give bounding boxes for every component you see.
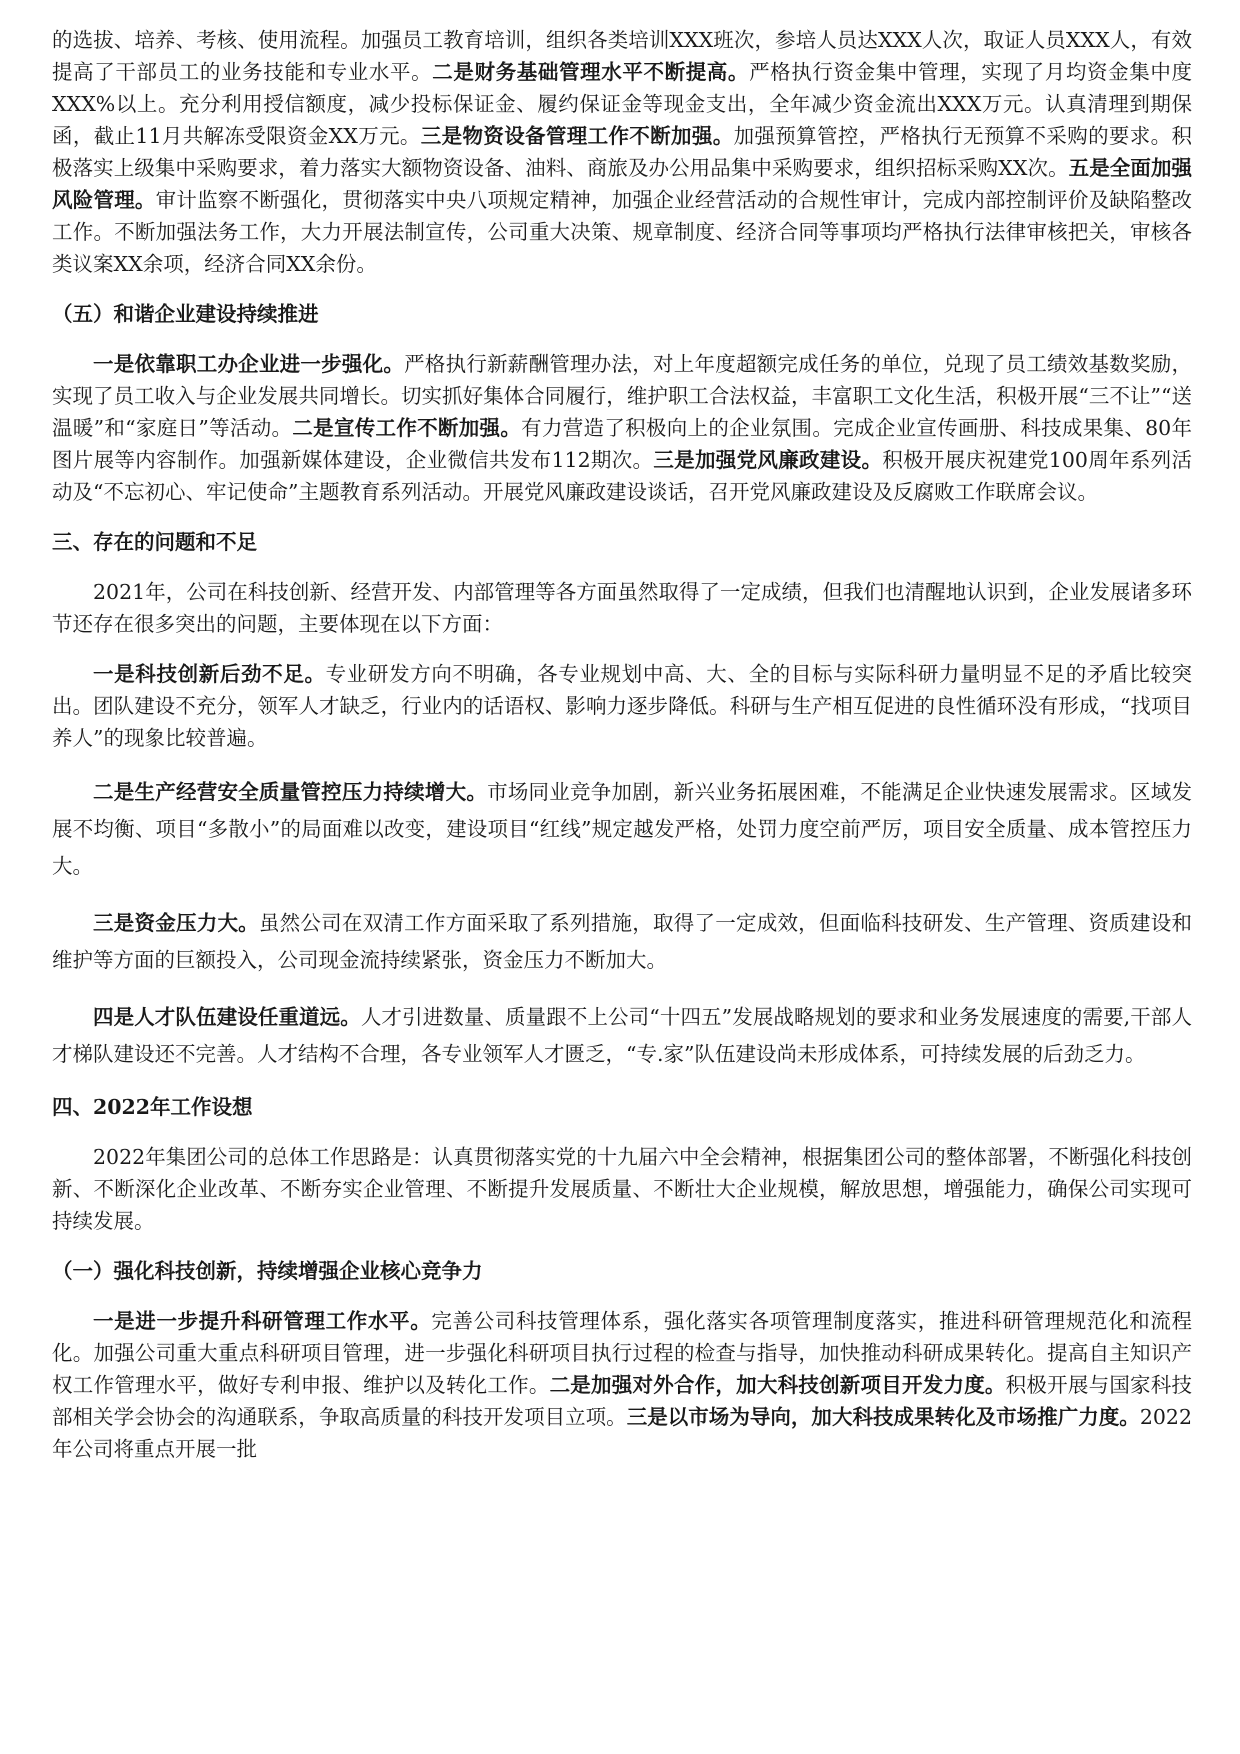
- section-heading-plan: 四、2022年工作设想: [52, 1095, 253, 1119]
- paragraph-plan-intro: 2022年集团公司的总体工作思路是：认真贯彻落实党的十九届六中全会精神，根据集团公司的整体部署，不断强化科技创新、不断深化企业改革、不断夯实企业管理、不断提升发展质量、不断壮大企业规模，解放思想，增强能力，确保公司实现可持续发展。: [52, 1145, 1192, 1233]
- paragraph-text: 积极开展与国家科技部相关学会协会的沟通联系，争取高质量的科技开发项目立项。: [52, 1373, 1193, 1429]
- section-heading-problems: 三、存在的问题和不足: [52, 530, 257, 554]
- bold-lead: 三是物资设备管理工作不断加强。: [420, 124, 734, 148]
- paragraph-text: 2022年公司将重点开展一批: [52, 1405, 1193, 1461]
- bold-lead: 二是生产经营安全质量管控压力持续增大。: [93, 780, 488, 804]
- paragraph-text: 虽然公司在双清工作方面采取了系列措施，取得了一定成效，但面临科技研发、生产管理、资质建设和维护等方面的巨额投入，公司现金流持续紧张，资金压力不断加大。: [52, 911, 1193, 972]
- paragraph-problem-talent: [52, 999, 1192, 1073]
- bold-lead: 二是宣传工作不断加强。: [292, 416, 522, 440]
- paragraph-management: [52, 24, 1192, 280]
- paragraph-text: 的选拔、培养、考核、使用流程。加强员工教育培训，组织各类培训XXX班次，参培人员达XXX人次，取证人员XXX人，有效提高了干部员工的业务技能和专业水平。: [52, 28, 1192, 84]
- paragraph-harmony: [52, 348, 1192, 508]
- paragraph-text: 完善公司科技管理体系，强化落实各项管理制度落实，推进科研管理规范化和流程化。加强公司重大重点科研项目管理，进一步强化科研项目执行过程的检查与指导，加快推动科研成果转化。提高自主知识产权工作管理水平，做好专利申报、维护以及转化工作。: [52, 1309, 1193, 1397]
- paragraph-text: 有力营造了积极向上的企业氛围。完成企业宣传画册、科技成果集、80年图片展等内容制作。加强新媒体建设，企业微信共发布112期次。: [52, 416, 1192, 472]
- paragraph-problem-funds: [52, 905, 1192, 979]
- paragraph-tech-plan: [52, 1305, 1192, 1465]
- bold-lead: 五是全面加强风险管理。: [52, 156, 1193, 212]
- bold-lead: 一是依靠职工办企业进一步强化。: [93, 352, 405, 376]
- bold-lead: 三是以市场为导向，加大科技成果转化及市场推广力度。: [626, 1405, 1140, 1429]
- bold-lead: 一是进一步提升科研管理工作水平。: [93, 1309, 432, 1333]
- paragraph-problem-tech: [52, 658, 1192, 754]
- paragraph-text: 审计监察不断强化，贯彻落实中央八项规定精神，加强企业经营活动的合规性审计，完成内部控制评价及缺陷整改工作。不断加强法务工作，大力开展法制宣传，公司重大决策、规章制度、经济合同等事项均严格执行法律审核把关，审核各类议案XX余项，经济合同XX余份。: [52, 188, 1193, 276]
- document-page: [52, 24, 1192, 1465]
- section-heading-harmony: （五）和谐企业建设持续推进: [52, 302, 319, 326]
- paragraph-text: 积极开展庆祝建党100周年系列活动及“不忘初心、牢记使命”主题教育系列活动。开展党风廉政建设谈话，召开党风廉政建设及反腐败工作联席会议。: [52, 448, 1192, 504]
- paragraph-problems-intro: 2021年，公司在科技创新、经营开发、内部管理等各方面虽然取得了一定成绩，但我们也清醒地认识到，企业发展诸多环节还存在很多突出的问题，主要体现在以下方面：: [52, 580, 1192, 636]
- bold-lead: 二是财务基础管理水平不断提高。: [432, 60, 750, 84]
- paragraph-text: 严格执行新薪酬管理办法，对上年度超额完成任务的单位，兑现了员工绩效基数奖励，实现了员工收入与企业发展共同增长。切实抓好集体合同履行，维护职工合法权益，丰富职工文化生活，积极开展“三不让”“送温暖”和“家庭日”等活动。: [52, 352, 1193, 440]
- bold-lead: 四是人才队伍建设任重道远。: [93, 1005, 361, 1029]
- bold-lead: 二是加强对外合作，加大科技创新项目开发力度。: [549, 1373, 1006, 1397]
- paragraph-text: 严格执行资金集中管理，实现了月均资金集中度XXX%以上。充分利用授信额度，减少投标保证金、履约保证金等现金支出，全年减少资金流出XXX万元。认真清理到期保函，截止11月共解冻受限资金XX万元。: [52, 60, 1193, 148]
- bold-lead: 三是资金压力大。: [93, 911, 259, 935]
- paragraph-text: 加强预算管控，严格执行无预算不采购的要求。积极落实上级集中采购要求，着力落实大额物资设备、油料、商旅及办公用品集中采购要求，组织招标采购XX次。: [52, 124, 1192, 180]
- paragraph-text: 专业研发方向不明确，各专业规划中高、大、全的目标与实际科研力量明显不足的矛盾比较突出。团队建设不充分，领军人才缺乏，行业内的话语权、影响力逐步降低。科研与生产相互促进的良性循环没有形成，“找项目养人”的现象比较普遍。: [52, 662, 1193, 750]
- bold-lead: 一是科技创新后劲不足。: [93, 662, 326, 686]
- bold-lead: 三是加强党风廉政建设。: [653, 448, 883, 472]
- paragraph-text: 市场同业竞争加剧，新兴业务拓展困难，不能满足企业快速发展需求。区域发展不均衡、项目“多散小”的局面难以改变，建设项目“红线”规定越发严格，处罚力度空前严厉，项目安全质量、成本管控压力大。: [52, 780, 1193, 878]
- paragraph-text: 人才引进数量、质量跟不上公司“十四五”发展战略规划的要求和业务发展速度的需要,干部人才梯队建设还不完善。人才结构不合理，各专业领军人才匮乏，“专.家”队伍建设尚未形成体系，可持续发展的后劲乏力。: [52, 1005, 1192, 1066]
- section-heading-tech: （一）强化科技创新，持续增强企业核心竞争力: [52, 1259, 483, 1283]
- paragraph-problem-safety: [52, 774, 1192, 885]
